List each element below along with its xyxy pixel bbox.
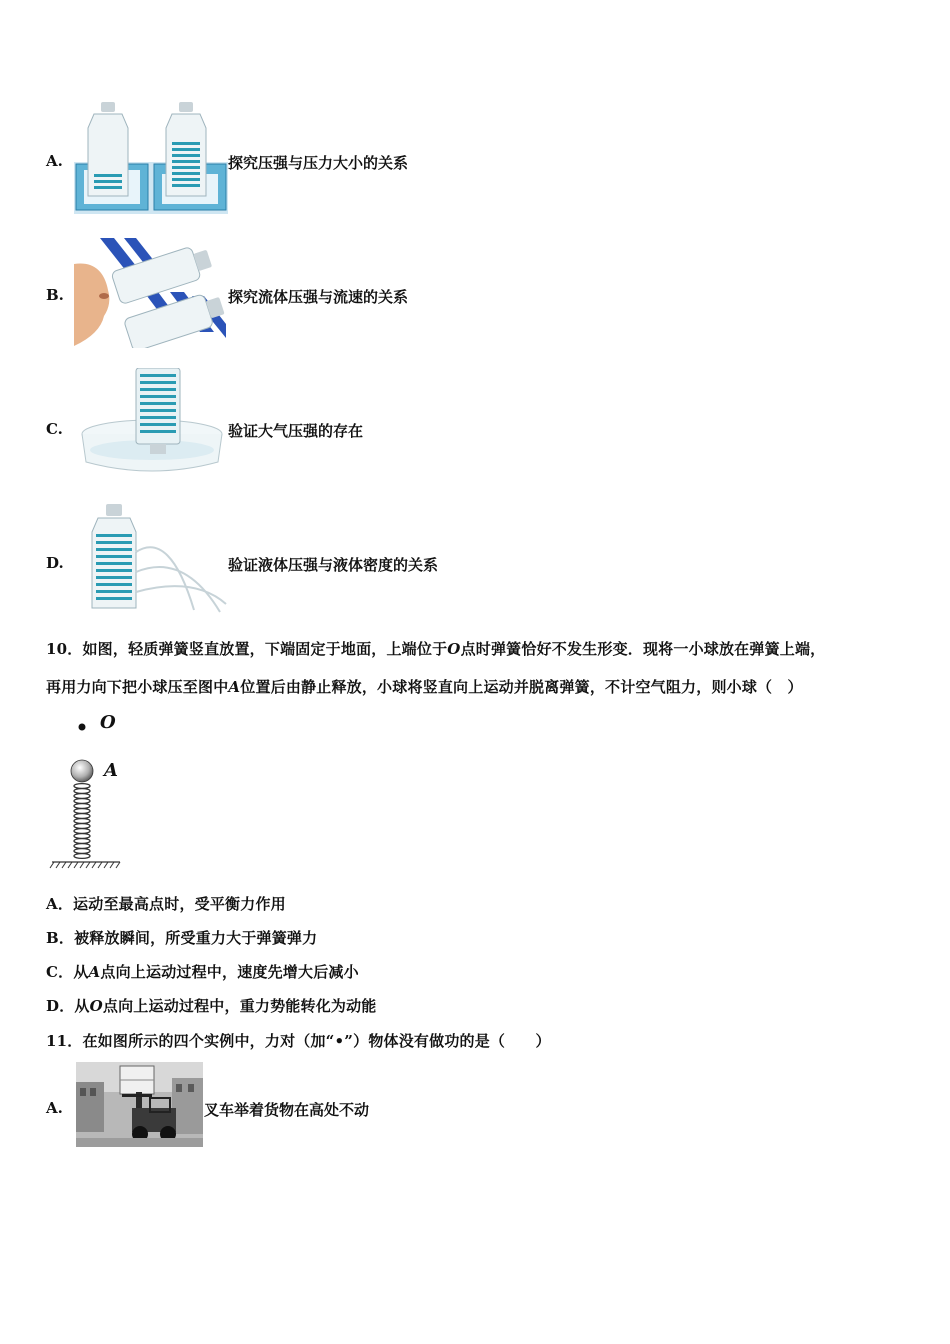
q10-stem-line1-part2: 点时弹簧恰好不发生形变．现将一小球放在弹簧上端， [460, 640, 826, 658]
q11-stem: 11．在如图所示的四个实例中，力对（加“•”）物体没有做功的是（ ） [46, 1032, 551, 1050]
option-d-letter-q9: D. [46, 554, 64, 572]
option-c-text-q9: 验证大气压强的存在 [228, 422, 364, 440]
q10-option-b-text: 被释放瞬间，所受重力大于弹簧弹力 [74, 929, 318, 947]
q10-stem-line2-part2: 位置后由静止释放，小球将竖直向上运动并脱离弹簧，不计空气阻力，则小球（ ） [240, 678, 803, 696]
option-d-text-q9: 验证液体压强与液体密度的关系 [228, 556, 439, 574]
spring-ball-figure [48, 708, 138, 872]
blowing-between-bottles-figure [74, 234, 226, 348]
q10-option-d-text-pre: 从 [74, 997, 90, 1015]
q10-option-c-text-pre: 从 [73, 963, 89, 981]
inverted-bottle-in-dish-figure [74, 368, 228, 480]
q10-option-c [46, 961, 359, 982]
q10-stem-line2 [46, 676, 803, 697]
option-a-text-q9: 探究压强与压力大小的关系 [228, 154, 409, 172]
forklift-photo [76, 1062, 203, 1147]
q11-option-a-text: 叉车举着货物在高处不动 [204, 1101, 370, 1119]
q10-option-d-text-post: 点向上运动过程中，重力势能转化为动能 [102, 997, 377, 1015]
q10-stem-line1-part1: 10．如图，轻质弹簧竖直放置，下端固定于地面，上端位于 [46, 640, 448, 658]
q10-point-o: O [447, 640, 461, 658]
option-b-text-q9: 探究流体压强与流速的关系 [228, 288, 409, 306]
q10-stem-line2-part1: 再用力向下把小球压至图中 [46, 678, 229, 696]
q10-option-b [46, 927, 317, 948]
q10-option-a [46, 893, 286, 914]
q11-option-a-letter: A. [46, 1099, 63, 1117]
option-a-letter-q9: A. [46, 152, 63, 170]
q10-option-d [46, 995, 377, 1016]
q10-stem-line1 [46, 638, 825, 659]
option-b-letter-q9: B. [46, 286, 64, 304]
bottle-with-water-jets-figure [74, 500, 228, 614]
q10-option-b-letter: B． [46, 929, 75, 947]
figure-label-a: A [104, 760, 118, 781]
q10-option-c-text-post: 点向上运动过程中，速度先增大后减小 [100, 963, 359, 981]
option-c-letter-q9: C. [46, 420, 63, 438]
bottles-on-sponge-figure [74, 100, 228, 214]
q10-option-c-point: A [88, 963, 101, 981]
figure-label-o: O [100, 712, 116, 733]
q10-option-c-letter: C． [46, 963, 74, 981]
q10-option-a-letter: A． [46, 895, 74, 913]
q10-option-d-letter: D． [46, 997, 75, 1015]
q10-option-a-text: 运动至最高点时，受平衡力作用 [73, 895, 286, 913]
q10-point-a: A [228, 678, 241, 696]
q10-option-d-point: O [89, 997, 103, 1015]
